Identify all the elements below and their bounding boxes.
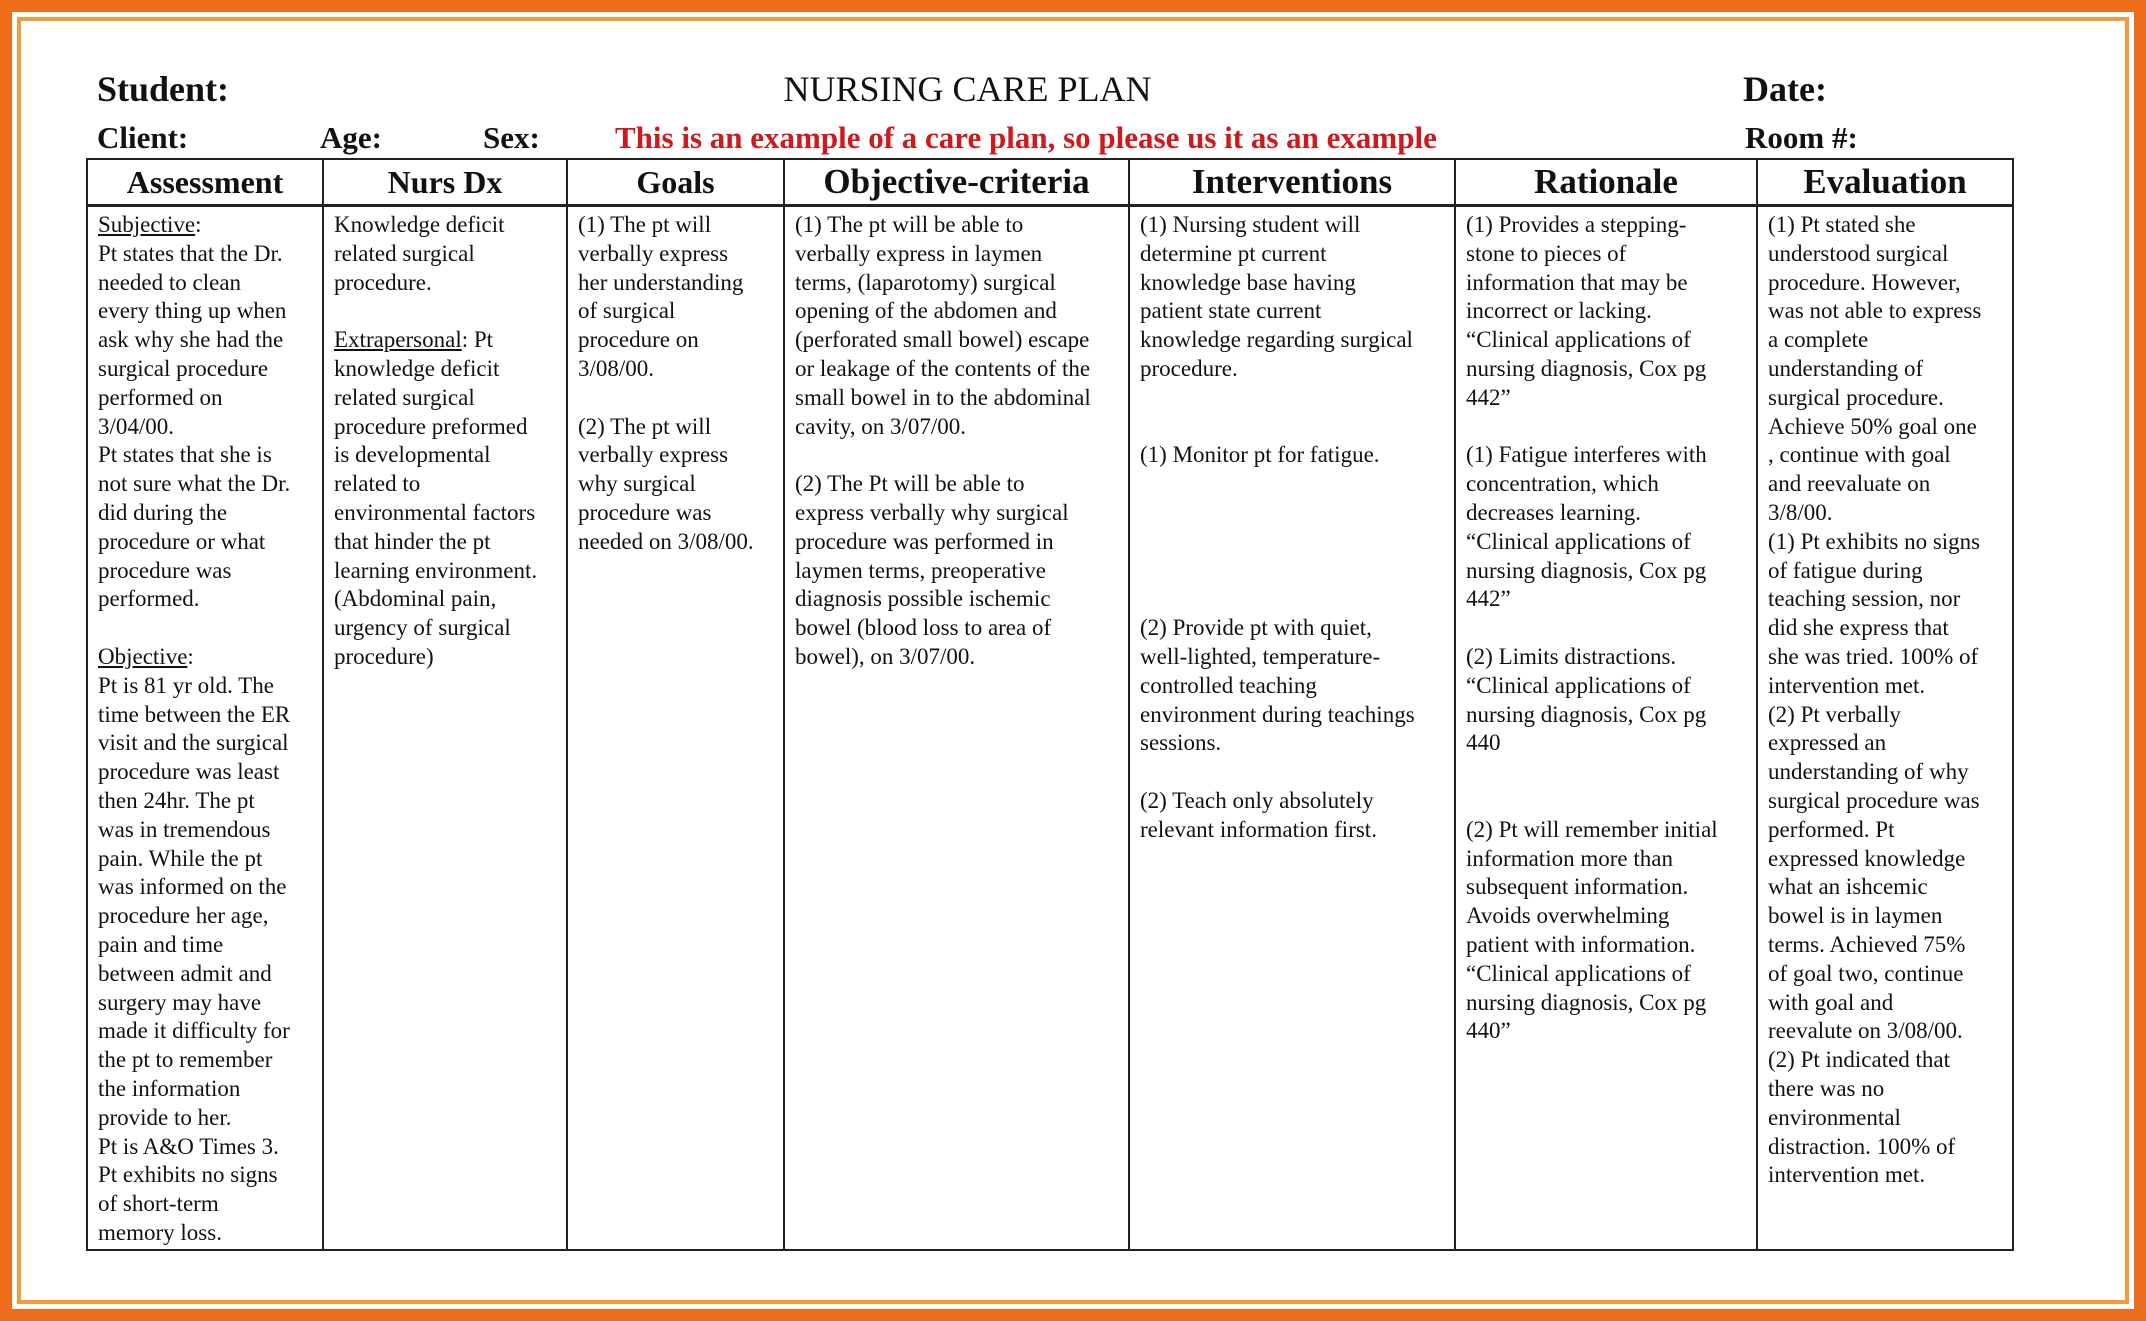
intervention-4: (2) Teach only absolutely relevant information first. xyxy=(1140,787,1377,842)
goal-2: (2) The pt will verbally express why surgical procedure was needed on 3/08/00. xyxy=(578,413,754,554)
spacer xyxy=(1140,499,1444,528)
spacer xyxy=(1140,758,1444,787)
objective-heading xyxy=(98,643,312,672)
rationale-3: (2) Limits distractions. “Clinical applications of nursing diagnosis, Cox pg 440 xyxy=(1466,643,1707,756)
care-plan-table xyxy=(86,158,2014,1251)
assessment-cell xyxy=(87,206,323,1251)
room-label: Room #: xyxy=(1745,120,1858,155)
goal-1: (1) The pt will verbally express her understanding of surgical procedure on 3/08/00. xyxy=(578,212,744,381)
document-title: NURSING CARE PLAN xyxy=(783,69,1152,109)
col-header-nurs-dx: Nurs Dx xyxy=(323,159,567,206)
evaluation-cell xyxy=(1757,206,2013,1251)
spacer xyxy=(1140,557,1444,586)
interventions-cell xyxy=(1129,206,1455,1251)
age-label: Age: xyxy=(320,120,382,155)
criteria-1: (1) The pt will be able to verbally express in laymen terms, (laparotomy) surgical opening of the abdomen and (perforated small bowel) escape or leakage of the contents of the small bowel in to the abdominal cavity, on 3/07/00. xyxy=(795,212,1091,439)
nurs-dx-text-1: Knowledge deficit related surgical procedure. xyxy=(334,212,505,295)
nurs-dx-cell xyxy=(323,206,567,1251)
care-plan-row xyxy=(87,206,2013,1251)
spacer xyxy=(1466,614,1746,643)
spacer xyxy=(795,441,1118,470)
extrapersonal-label: Extrapersonal xyxy=(334,327,462,353)
spacer xyxy=(334,297,556,326)
spacer xyxy=(1140,413,1444,442)
rationale-cell xyxy=(1455,206,1757,1251)
rationale-4: (2) Pt will remember initial information more than subsequent information. Avoids overwhelming patient with information. “Clinical applications of nursing diagnosis, Cox pg 440” xyxy=(1466,816,1718,1044)
rationale-2: (1) Fatigue interferes with concentration, which decreases learning. “Clinical applications of nursing diagnosis, Cox pg 442” xyxy=(1466,442,1707,612)
spacer xyxy=(578,384,773,413)
student-label: Student: xyxy=(97,69,230,109)
example-note: This is an example of a care plan, so please us it as an example xyxy=(615,120,1437,155)
col-header-objective-criteria: Objective-criteria xyxy=(784,159,1129,206)
extrapersonal-first: : Pt xyxy=(461,327,494,353)
sex-label: Sex: xyxy=(483,120,540,155)
spacer xyxy=(1466,787,1746,816)
col-header-rationale: Rationale xyxy=(1455,159,1757,206)
subjective-colon: : xyxy=(195,212,202,237)
date-label: Date: xyxy=(1743,69,1827,109)
col-header-evaluation: Evaluation xyxy=(1757,159,2013,206)
evaluation-text: (1) Pt stated she understood surgical procedure. However, was not able to express a complete understanding of surgical procedure. Achieve 50% goal one , continue with goal and reevaluate on 3/8/00. (1) Pt exhibits no signs of fatigue during teaching session, nor did she express that she was tried. 100% of intervention met. (2) Pt verbally expressed an understanding of why surgical procedure was performed. Pt expressed knowledge what an ishcemic bowel is in laymen terms. Achieved 75% of goal two, continue with goal and reevalute on 3/08/00. (2) Pt indicated that there was no environmental distraction. 100% of intervention met. xyxy=(1768,212,1982,1188)
spacer xyxy=(1140,384,1444,413)
spacer xyxy=(98,614,312,643)
nurs-dx-text-2: knowledge deficit related surgical procedure preformed is developmental related to environmental factors that hinder the pt learning environment. (Abdominal pain, urgency of surgical procedure) xyxy=(334,355,538,669)
objective-text: Pt is 81 yr old. The time between the ER visit and the surgical procedure was least then 24hr. The pt was in tremendous pain. While the pt was informed on the procedure her age, pain and time between admit and surgery may have made it difficulty for the pt to remember the information provide to her. Pt is A&O Times 3. Pt exhibits no signs of short-term memory loss. xyxy=(98,672,291,1245)
col-header-assessment: Assessment xyxy=(87,159,323,206)
spacer xyxy=(1466,413,1746,442)
criteria-2: (2) The Pt will be able to express verbally why surgical procedure was performed in laymen terms, preoperative diagnosis possible ischemic bowel (blood loss to area of bowel), on 3/07/00. xyxy=(795,471,1069,669)
subjective-text: Pt states that the Dr. needed to clean every thing up when ask why she had the surgical procedure performed on 3/04/00. Pt states that she is not sure what the Dr. did during the procedure or what procedure was performed. xyxy=(98,240,291,612)
subjective-heading xyxy=(98,211,312,240)
spacer xyxy=(1466,758,1746,787)
client-label: Client: xyxy=(97,120,189,155)
column-header-row xyxy=(87,159,2013,206)
objective-criteria-cell xyxy=(784,206,1129,1251)
subjective-label: Subjective xyxy=(98,212,196,237)
extrapersonal-heading xyxy=(334,326,556,355)
spacer xyxy=(1140,585,1444,614)
spacer xyxy=(1140,470,1444,499)
col-header-interventions: Interventions xyxy=(1129,159,1455,206)
intervention-1: (1) Nursing student will determine pt current knowledge base having patient state current knowledge regarding surgical procedure. xyxy=(1140,212,1413,381)
intervention-3: (2) Provide pt with quiet, well-lighted, temperature- controlled teaching environment during teachings sessions. xyxy=(1140,615,1415,756)
objective-label: Objective xyxy=(98,643,188,669)
spacer xyxy=(1140,528,1444,557)
rationale-1: (1) Provides a stepping- stone to pieces of information that may be incorrect or lacking. “Clinical applications of nursing diagnosis, Cox pg 442” xyxy=(1466,212,1707,410)
goals-cell xyxy=(567,206,784,1251)
objective-colon: : xyxy=(187,643,194,669)
intervention-2: (1) Monitor pt for fatigue. xyxy=(1140,442,1380,468)
col-header-goals: Goals xyxy=(567,159,784,206)
